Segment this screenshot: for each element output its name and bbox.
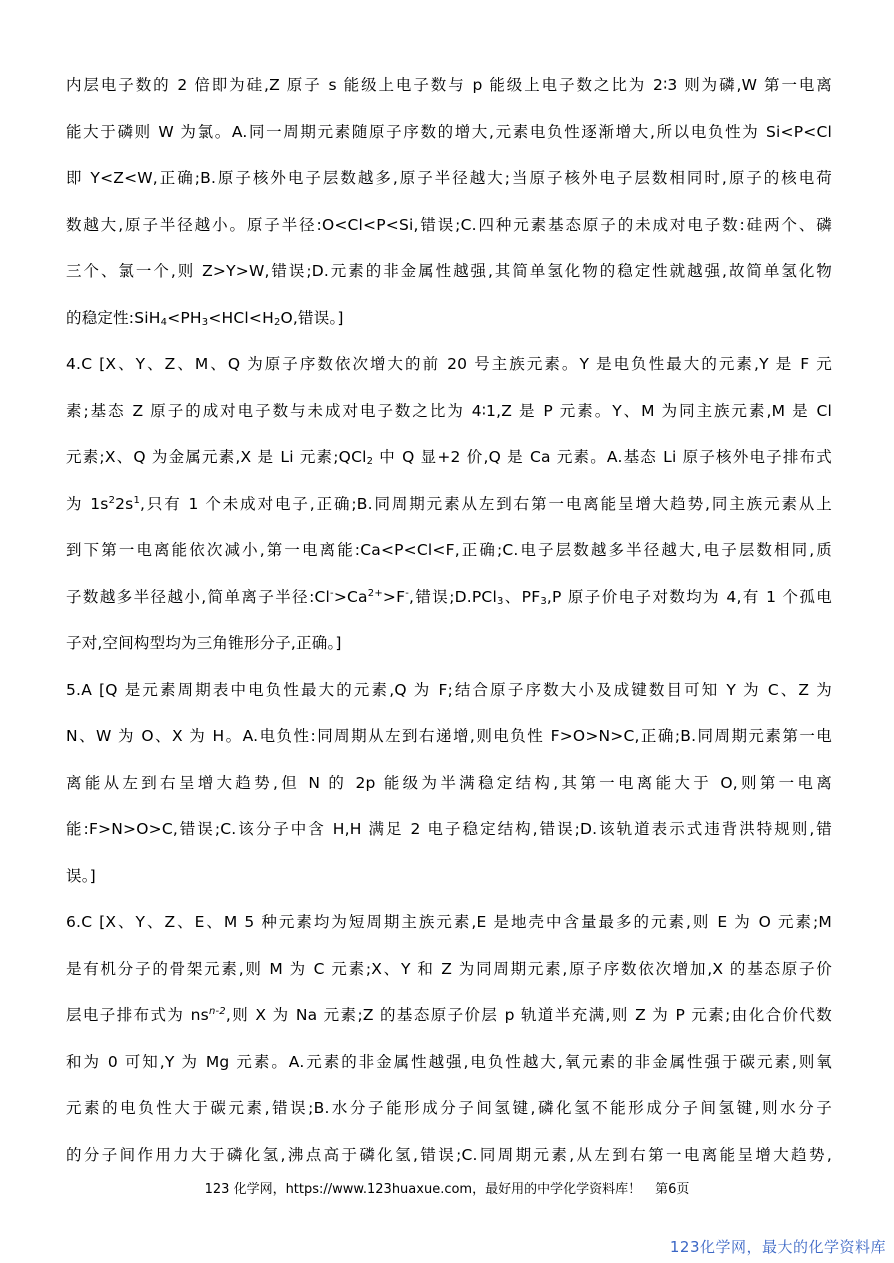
text-run: 的分子间作用力大于磷化氢,沸点高于磷化氢,错误;C.同周期元素,从左到右第一电离能呈增大趋势, xyxy=(66,1145,832,1164)
text-line xyxy=(66,481,832,528)
text-run: 6.C [X、Y、Z、E、M 5 种元素均为短周期主族元素,E 是地壳中含量最多的元素,则 E 为 O 元素;M xyxy=(66,913,832,931)
text-run: 到下第一电离能依次减小,第一电离能:Ca<P<Cl<F,正确;C.电子层数越多半径越大,电子层数相同,质 xyxy=(66,541,832,559)
text-run: 层电子排布式为 ns xyxy=(66,1006,209,1024)
text-run: 的稳定性:SiH xyxy=(66,308,161,327)
text-line xyxy=(66,1132,832,1179)
text-line xyxy=(66,806,832,853)
text-line xyxy=(66,1039,832,1086)
subscript: 2 xyxy=(273,316,281,328)
text-run: N、W 为 O、X 为 H。A.电负性:同周期从左到右递增,则电负性 F>O>N>C,正确;B.同周期元素第一电 xyxy=(66,727,832,745)
text-line xyxy=(66,899,832,946)
superscript: n-2 xyxy=(208,1006,226,1017)
answer-explanations xyxy=(66,62,832,1178)
subscript: 3 xyxy=(201,316,209,328)
text-run: 为 1s xyxy=(66,494,109,513)
text-run: ,错误;D.PCl xyxy=(409,587,497,606)
text-run: 2s xyxy=(115,494,134,513)
site-watermark: 123化学网，最大的化学资料库 xyxy=(669,1238,886,1256)
text-run: <PH xyxy=(167,308,202,327)
text-run: ,P 原子价电子对数均为 4,有 1 个孤电 xyxy=(546,587,832,606)
footer-text: 123 化学网，https://www.123huaxue.com，最好用的中学化学资料库！ xyxy=(204,1182,642,1197)
text-run: 误。] xyxy=(66,866,96,885)
page-footer xyxy=(0,1178,894,1197)
text-line xyxy=(66,853,832,900)
text-run: ,则 X 为 Na 元素;Z 的基态原子价层 p 轨道半充满,则 Z 为 P 元素;由化合价代数 xyxy=(225,1006,833,1024)
text-line xyxy=(66,992,832,1039)
text-run: 三个、氯一个,则 Z>Y>W,错误;D.元素的非金属性越强,其简单氢化物的稳定性就越强,故简单氢化物 xyxy=(66,262,832,280)
text-run: 是有机分子的骨架元素,则 M 为 C 元素;X、Y 和 Z 为同周期元素,原子序数依次增加,X 的基态原子价 xyxy=(66,959,832,978)
text-run: 能大于磷则 W 为氯。A.同一周期元素随原子序数的增大,元素电负性逐渐增大,所以电负性为 Si<P<Cl xyxy=(66,122,832,141)
superscript: 1 xyxy=(133,494,141,506)
text-run: 子数越多半径越小,简单离子半径:Cl xyxy=(66,587,331,606)
text-line xyxy=(66,62,832,109)
superscript: - xyxy=(405,587,410,599)
superscript: - xyxy=(330,587,334,599)
text-run: 子对,空间构型均为三角锥形分子,正确。] xyxy=(66,634,342,652)
text-line xyxy=(66,109,832,156)
text-run: 能:F>N>O>C,错误;C.该分子中含 H,H 满足 2 电子稳定结构,错误;D.该轨道表示式违背洪特规则,错 xyxy=(66,820,832,838)
superscript: 2 xyxy=(108,494,116,506)
text-line xyxy=(66,667,832,714)
text-run: 和为 0 可知,Y 为 Mg 元素。A.元素的非金属性越强,电负性越大,氧元素的非金属性强于碳元素,则氧 xyxy=(66,1052,832,1071)
text-run: 离能从左到右呈增大趋势,但 N 的 2p 能级为半满稳定结构,其第一电离能大于 O,则第一电离 xyxy=(66,773,832,792)
text-line xyxy=(66,202,832,249)
text-line xyxy=(66,946,832,993)
text-line xyxy=(66,527,832,574)
superscript: 2+ xyxy=(367,587,383,599)
page-number: 第6页 xyxy=(655,1182,690,1197)
subscript: 2 xyxy=(366,456,374,467)
text-run: 、PF xyxy=(503,587,541,606)
text-line xyxy=(66,295,832,342)
subscript: 3 xyxy=(496,595,504,607)
text-run: 数越大,原子半径越小。原子半径:O<Cl<P<Si,错误;C.四种元素基态原子的未成对电子数:硅两个、磷 xyxy=(66,215,832,234)
text-line xyxy=(66,1085,832,1132)
text-run: >Ca xyxy=(333,587,368,606)
text-run: 即 Y<Z<W,正确;B.原子核外电子层数越多,原子半径越大;当原子核外电子层数相同时,原子的核电荷 xyxy=(66,169,832,187)
text-run: 元素;X、Q 为金属元素,X 是 Li 元素;QCl xyxy=(66,448,367,466)
text-line xyxy=(66,760,832,807)
subscript: 3 xyxy=(540,595,547,607)
text-run: 中 Q 显+2 价,Q 是 Ca 元素。A.基态 Li 原子核外电子排布式 xyxy=(373,448,832,466)
text-line xyxy=(66,248,832,295)
text-run: 内层电子数的 2 倍即为硅,Z 原子 s 能级上电子数与 p 能级上电子数之比为 2∶3 则为磷,W 第一电离 xyxy=(66,76,832,94)
text-run: 元素的电负性大于碳元素,错误;B.水分子能形成分子间氢键,磷化氢不能形成分子间氢键,则水分子 xyxy=(66,1099,832,1117)
text-line xyxy=(66,388,832,435)
text-run: 4.C [X、Y、Z、M、Q 为原子序数依次增大的前 20 号主族元素。Y 是电负性最大的元素,Y 是 F 元 xyxy=(66,355,832,373)
text-line xyxy=(66,620,832,667)
text-run: >F xyxy=(382,587,406,606)
text-line xyxy=(66,713,832,760)
text-line xyxy=(66,574,832,621)
text-line xyxy=(66,434,832,481)
text-run: 5.A [Q 是元素周期表中电负性最大的元素,Q 为 F;结合原子序数大小及成键数目可知 Y 为 C、Z 为 xyxy=(66,680,832,699)
subscript: 4 xyxy=(160,316,168,328)
text-line xyxy=(66,155,832,202)
text-run: O,错误。] xyxy=(280,308,344,327)
text-line xyxy=(66,341,832,388)
text-run: <HCl<H xyxy=(208,308,274,327)
text-run: 素;基态 Z 原子的成对电子数与未成对电子数之比为 4∶1,Z 是 P 元素。Y、M 为同主族元素,M 是 Cl xyxy=(66,401,832,420)
text-run: ,只有 1 个未成对电子,正确;B.同周期元素从左到右第一电离能呈增大趋势,同主族元素从上 xyxy=(140,494,832,513)
